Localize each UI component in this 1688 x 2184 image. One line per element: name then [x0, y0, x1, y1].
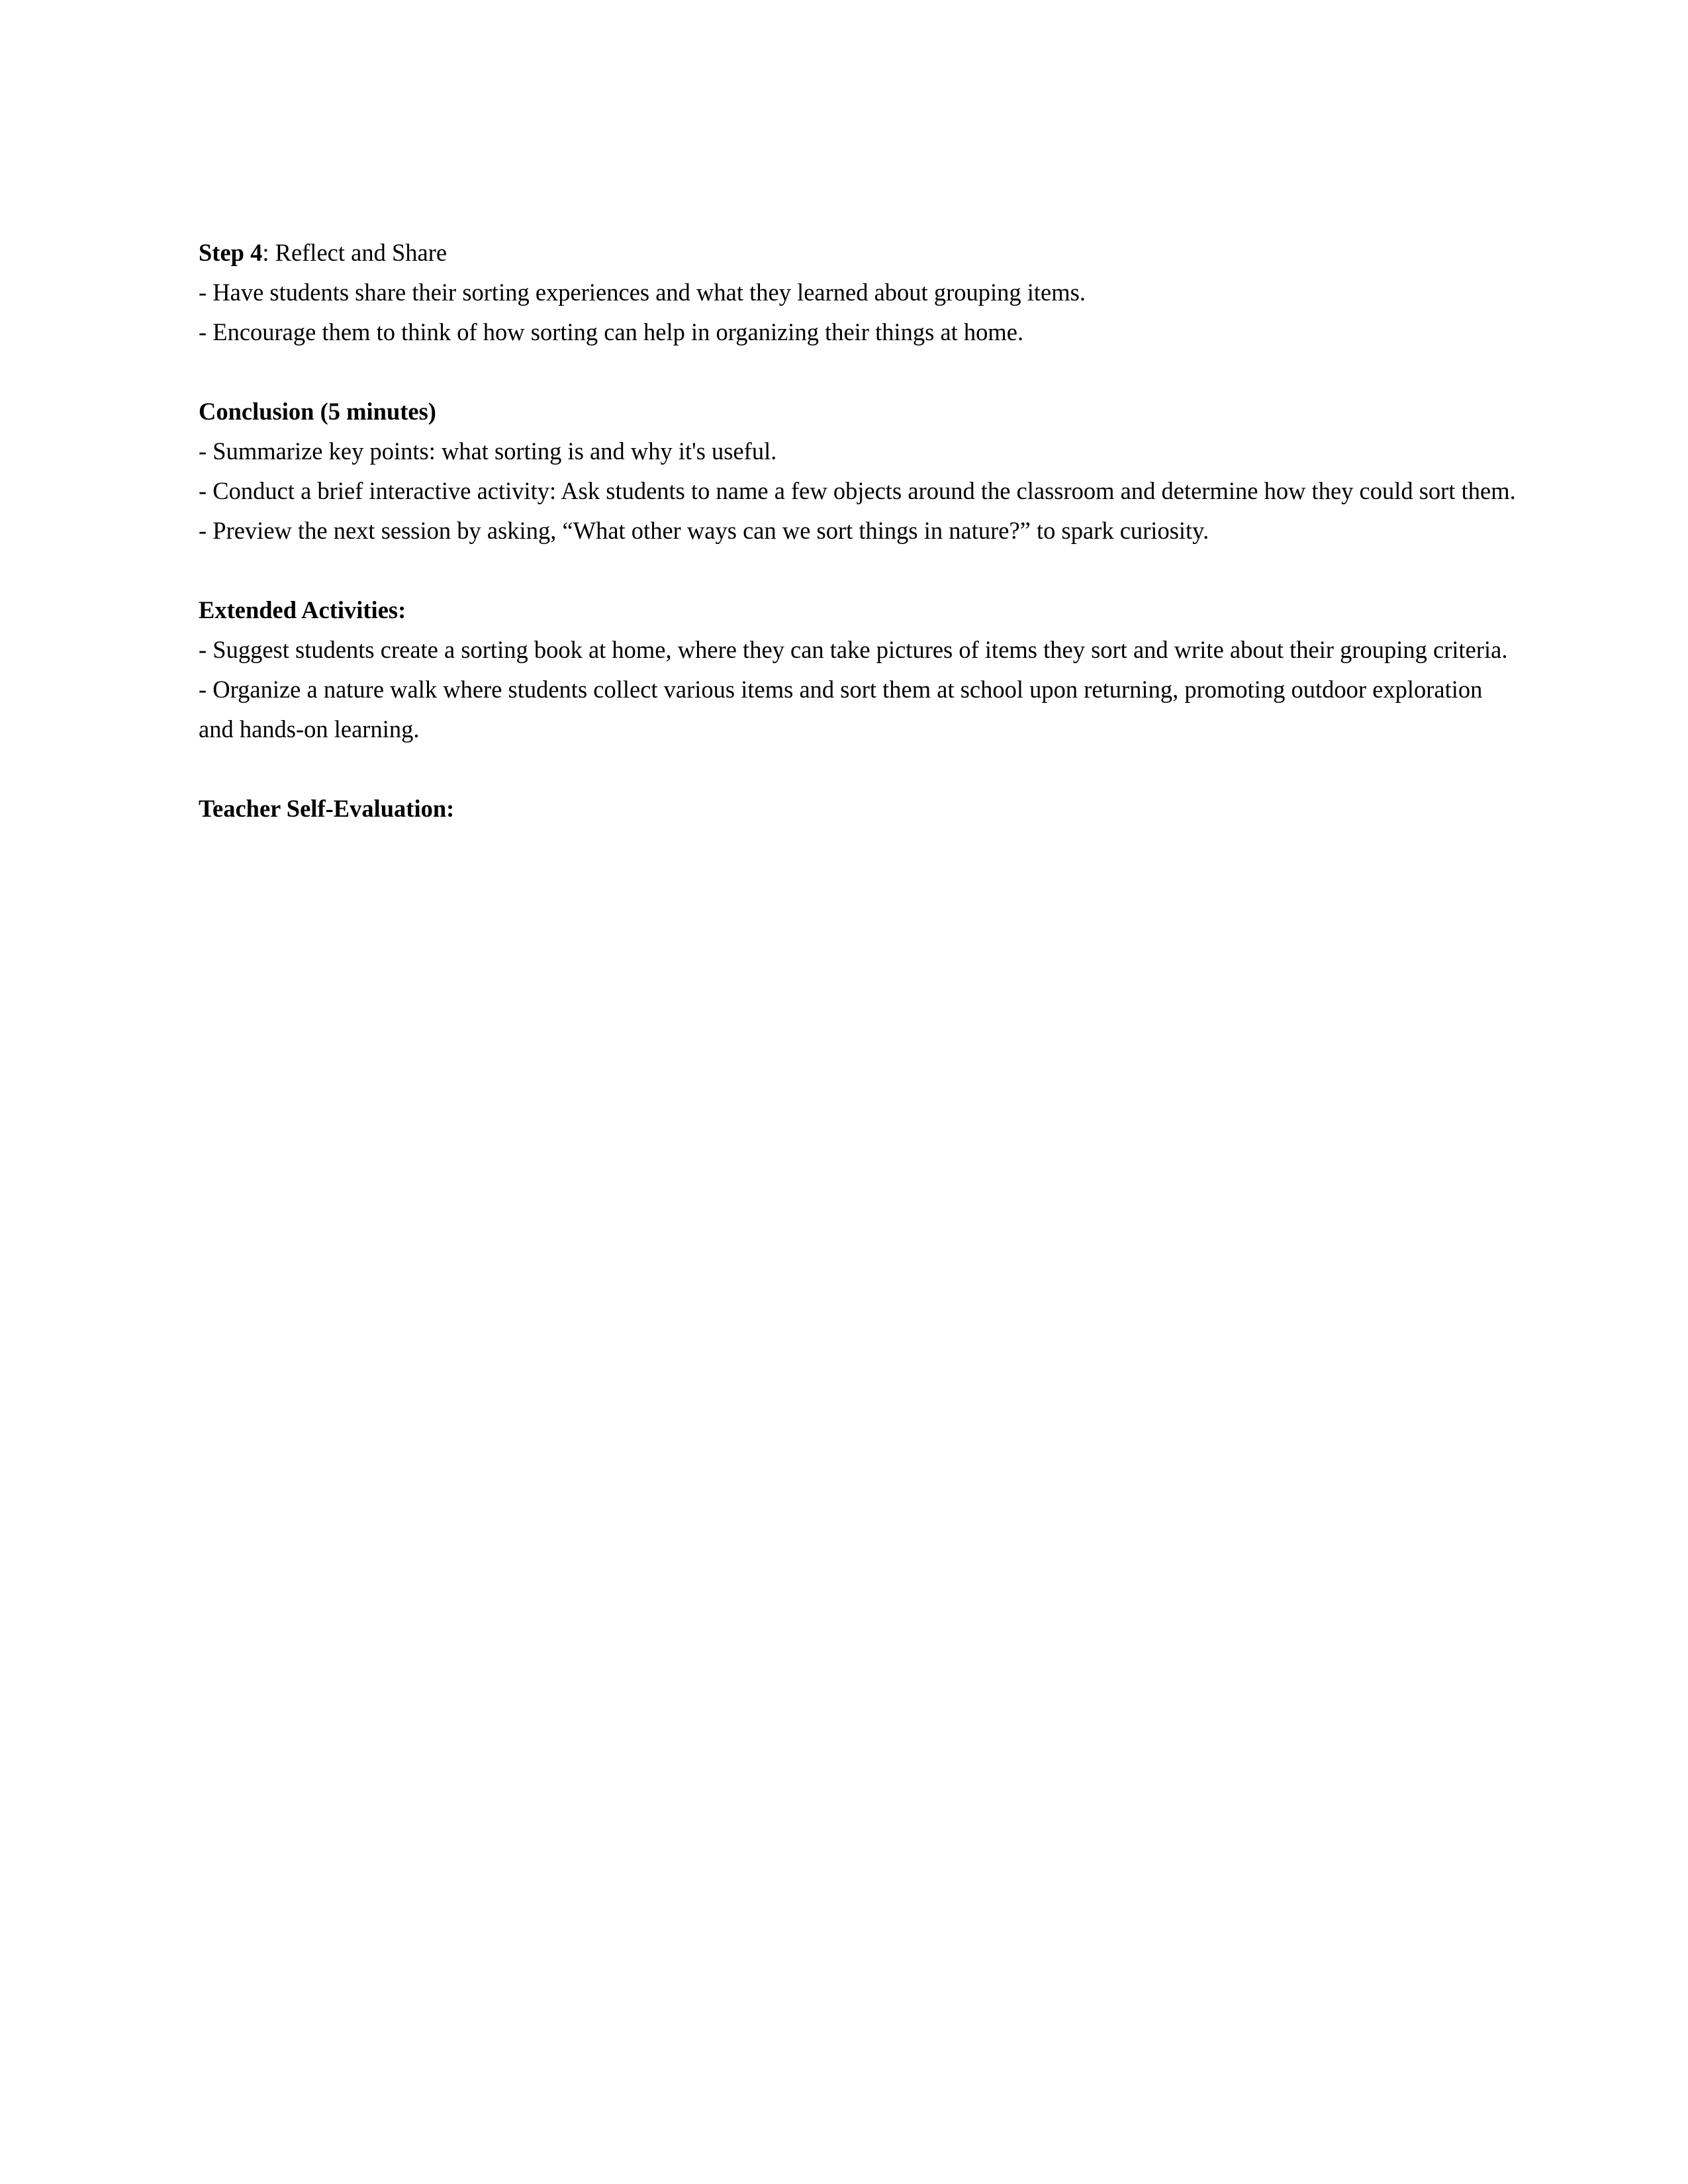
bullet-line: - Have students share their sorting experiences and what they learned about grouping items. — [199, 279, 1086, 306]
heading-regular-rest: : Reflect and Share — [262, 239, 447, 266]
section-step-4 — [199, 233, 1519, 352]
section-extended-activities — [199, 590, 1519, 749]
section-heading-conclusion: Conclusion (5 minutes) — [199, 398, 436, 425]
bullet-line: - Encourage them to think of how sorting can help in organizing their things at home. — [199, 318, 1024, 345]
section-teacher-self-evaluation — [199, 789, 1519, 829]
section-conclusion — [199, 392, 1519, 551]
bullet-line: - Suggest students create a sorting book at home, where they can take pictures of items they sort and write about their grouping criteria. — [199, 636, 1508, 663]
heading-bold-lead: Step 4 — [199, 239, 263, 266]
bullet-line: - Organize a nature walk where students collect various items and sort them at school upon returning, promoting outdoor exploration and hands-on learning. — [199, 676, 1483, 743]
section-spacer — [199, 749, 1519, 789]
document-body — [199, 233, 1519, 829]
section-heading-extended-activities: Extended Activities: — [199, 596, 406, 623]
bullet-line: - Summarize key points: what sorting is and why it's useful. — [199, 437, 777, 465]
section-heading-teacher-self-evaluation: Teacher Self-Evaluation: — [199, 795, 455, 822]
section-spacer — [199, 352, 1519, 392]
bullet-line: - Preview the next session by asking, “What other ways can we sort things in nature?” to spark curiosity. — [199, 517, 1209, 544]
bullet-line: - Conduct a brief interactive activity: Ask students to name a few objects around the classroom and determine how they could sort them. — [199, 477, 1516, 504]
section-spacer — [199, 551, 1519, 590]
section-heading-step-4 — [199, 233, 1519, 273]
